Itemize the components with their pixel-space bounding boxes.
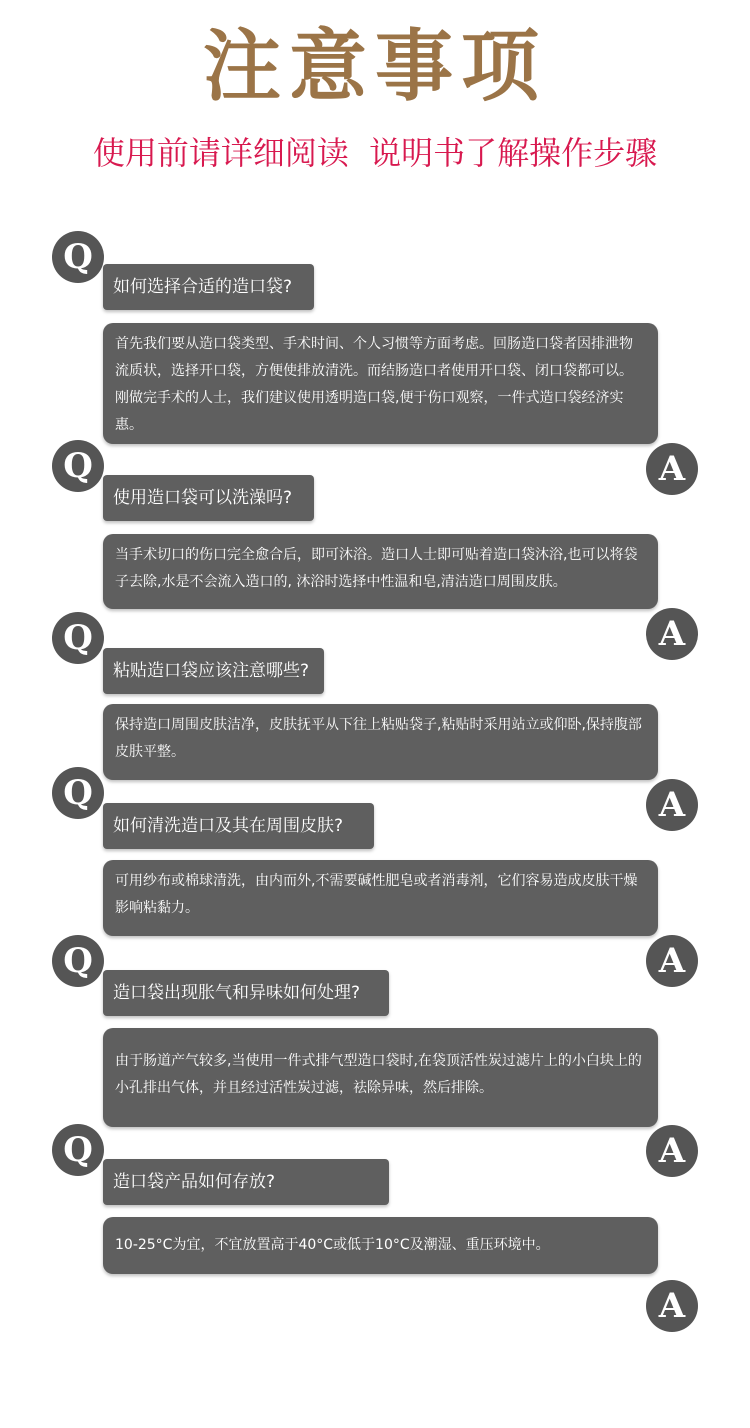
- question-badge-icon: Q: [52, 612, 104, 664]
- answer-badge-icon: A: [646, 1125, 698, 1177]
- question-badge-icon: Q: [52, 1124, 104, 1176]
- answer-badge-icon: A: [646, 935, 698, 987]
- answer-badge-icon: A: [646, 443, 698, 495]
- faq-answer-6: 10-25°C为宜，不宜放置高于40°C或低于10°C及潮湿、重压环境中。: [103, 1217, 658, 1274]
- faq-question-6: 造口袋产品如何存放?: [103, 1159, 389, 1205]
- faq-question-2: 使用造口袋可以洗澡吗?: [103, 475, 314, 521]
- answer-badge-icon: A: [646, 779, 698, 831]
- question-badge-icon: Q: [52, 231, 104, 283]
- answer-badge-icon: A: [646, 608, 698, 660]
- faq-answer-1: 首先我们要从造口袋类型、手术时间、个人习惯等方面考虑。回肠造口袋者因排泄物流质状，选择开口袋，方便使排放清洗。而结肠造口者使用开口袋、闭口袋都可以。刚做完手术的人士，我们建议使用透明造口袋,便于伤口观察，一件式造口袋经济实惠。: [103, 323, 658, 444]
- faq-question-3: 粘贴造口袋应该注意哪些?: [103, 648, 324, 694]
- faq-answer-2: 当手术切口的伤口完全愈合后，即可沐浴。造口人士即可贴着造口袋沐浴,也可以将袋子去除,水是不会流入造口的, 沐浴时选择中性温和皂,清洁造口周围皮肤。: [103, 534, 658, 609]
- page-title: 注意事项: [202, 21, 547, 112]
- question-badge-icon: Q: [52, 935, 104, 987]
- question-badge-icon: Q: [52, 440, 104, 492]
- faq-answer-4: 可用纱布或棉球清洗，由内而外,不需要碱性肥皂或者消毒剂，它们容易造成皮肤干燥影响粘黏力。: [103, 860, 658, 936]
- faq-question-4: 如何清洗造口及其在周围皮肤?: [103, 803, 374, 849]
- answer-badge-icon: A: [646, 1280, 698, 1332]
- page-subtitle: 使用前请详细阅读 说明书了解操作步骤: [92, 134, 658, 172]
- faq-question-1: 如何选择合适的造口袋?: [103, 264, 314, 310]
- question-badge-icon: Q: [52, 767, 104, 819]
- faq-answer-3: 保持造口周围皮肤洁净，皮肤抚平从下往上粘贴袋子,粘贴时采用站立或仰卧,保持腹部皮肤平整。: [103, 704, 658, 780]
- faq-answer-5: 由于肠道产气较多,当使用一件式排气型造口袋时,在袋顶活性炭过滤片上的小白块上的小孔排出气体，并且经过活性炭过滤，祛除异味，然后排除。: [103, 1028, 658, 1127]
- faq-question-5: 造口袋出现胀气和异味如何处理?: [103, 970, 389, 1016]
